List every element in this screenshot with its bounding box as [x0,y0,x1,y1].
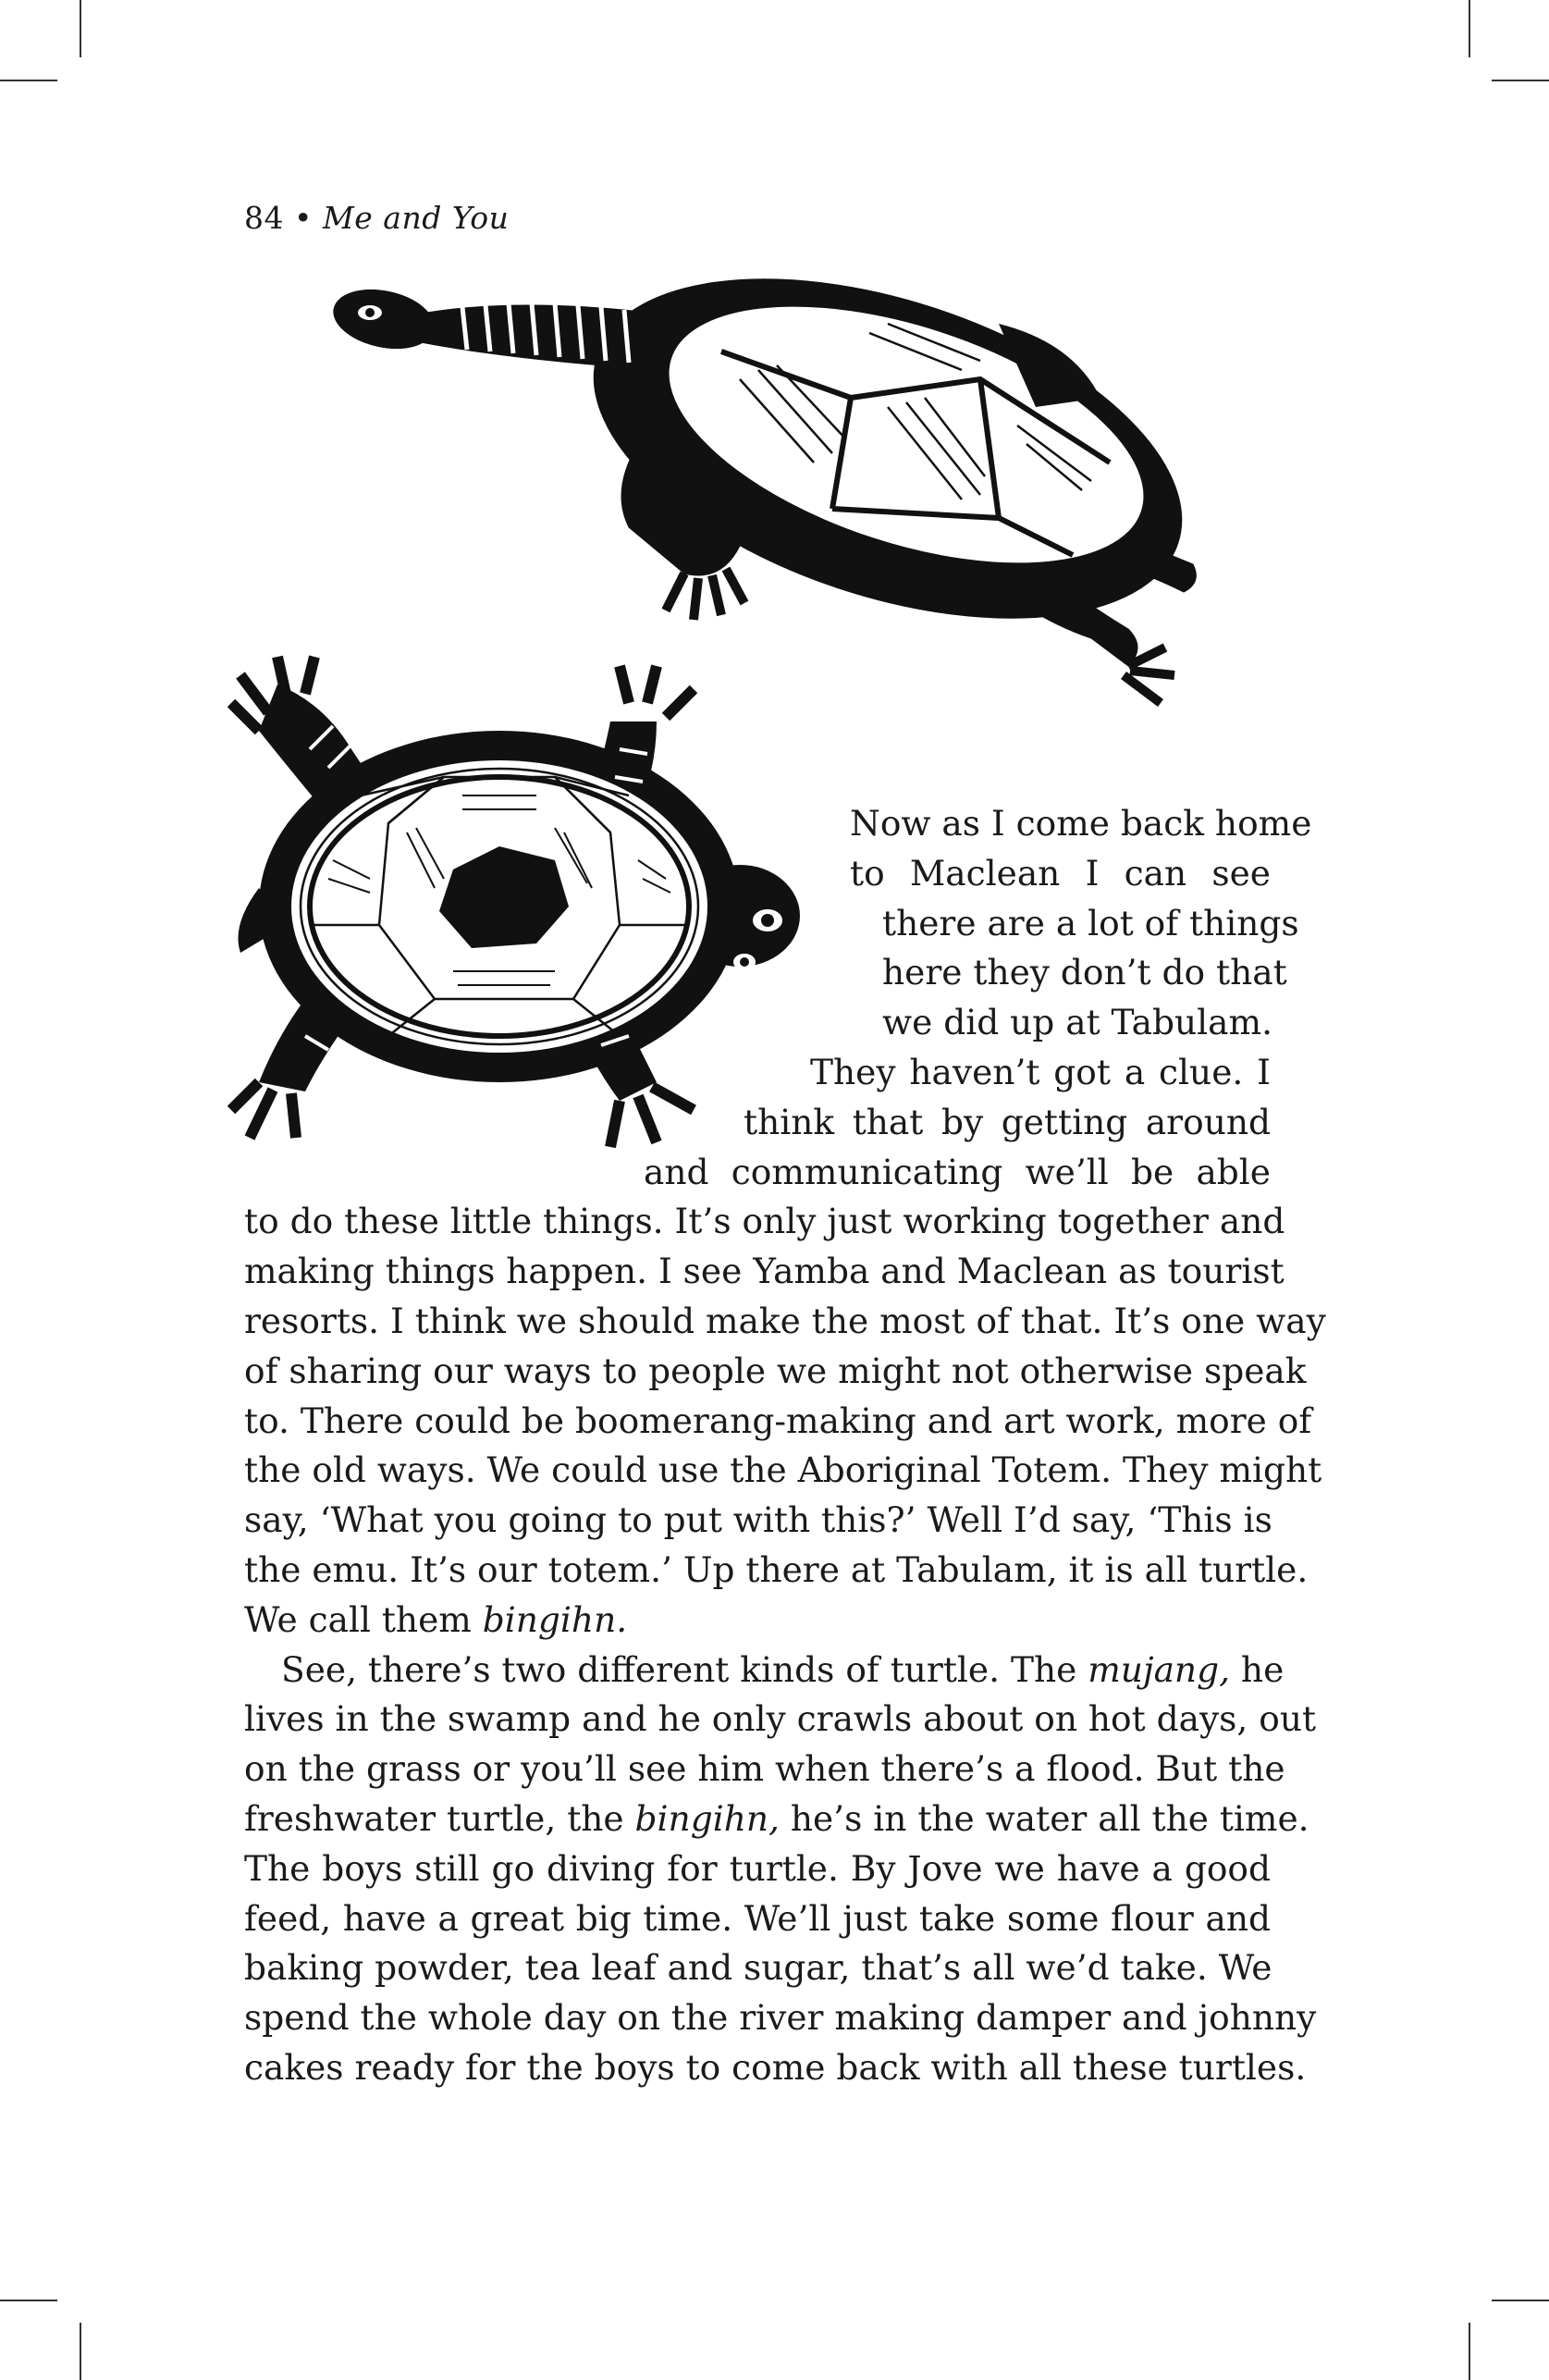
text-line [244,1397,1312,1447]
text-segment: to. There could be boomerang-making and art work, more of [244,1400,1312,1441]
crop-mark-bottom-right-v [1469,2323,1470,2380]
text-segment: resorts. I think we should make the most of that. It’s one way [244,1300,1326,1341]
text-line [244,1546,1309,1596]
text-line [244,2043,1307,2093]
crop-mark-top-right-v [1469,0,1470,57]
text-line [244,1347,1307,1397]
text-segment: cakes ready for the boys to come back with all these turtles. [244,2046,1307,2088]
text-line [244,1496,1271,1546]
body-text [244,799,1326,2093]
text-line [244,1148,1271,1198]
crop-mark-bottom-right-h [1492,2300,1549,2301]
text-line [244,1646,1285,1696]
text-line [244,1596,1271,1646]
text-segment: See, there’s two different kinds of turtle. The [281,1648,1088,1690]
italic-term: bingihn, [634,1797,780,1839]
separator-bullet: • [294,200,313,236]
text-line [244,799,1312,849]
text-segment: and communicating we’ll be able [644,1151,1271,1192]
book-title: Me and You [322,200,510,236]
crop-mark-top-right-h [1492,80,1549,81]
text-segment: freshwater turtle, the [244,1797,635,1839]
text-segment: spend the whole day on the river making damper and johnny [244,1997,1317,2039]
text-segment: feed, have a great big time. We’ll just take some flour and [244,1897,1271,1939]
text-segment: Now as I come back home [850,803,1312,844]
text-segment: he’s in the water all the time. [779,1797,1309,1839]
text-line [244,1745,1285,1794]
text-line [244,1297,1326,1347]
text-segment: They haven’t got a clue. I [810,1051,1271,1092]
text-line [244,1446,1322,1496]
text-segment: making things happen. I see Yamba and Maclean as tourist [244,1251,1285,1292]
text-segment: lives in the swamp and he only crawls about on hot days, out [244,1698,1317,1740]
text-segment: The boys still go diving for turtle. By Jove we have a good [244,1847,1271,1889]
crop-mark-top-left-v [80,0,81,57]
text-segment: baking powder, tea leaf and sugar, that’s all we’d take. We [244,1947,1272,1989]
text-line [244,1695,1317,1745]
text-line [244,899,1299,949]
text-segment: here they don’t do that [882,952,1287,993]
text-segment: of sharing our ways to people we might not otherwise speak [244,1350,1307,1391]
text-segment: the old ways. We could use the Aboriginal Totem. They might [244,1449,1322,1491]
text-line [244,1894,1271,1944]
paragraph [244,799,1326,1646]
text-segment: to Maclean I can see [850,852,1271,894]
text-segment: on the grass or you’ll see him when there’s a flood. But the [244,1748,1285,1790]
text-line [244,948,1287,998]
text-segment: think that by getting around [744,1101,1271,1142]
text-segment: we did up at Tabulam. [882,1002,1273,1043]
text-segment: to do these little things. It’s only just working together and [244,1201,1285,1242]
paragraph [244,1646,1317,2093]
text-line [244,1943,1271,1993]
text-segment: there are a lot of things [882,902,1299,943]
text-line [244,1098,1271,1148]
crop-mark-bottom-left-v [80,2323,81,2380]
text-line [244,1794,1309,1844]
text-line [244,998,1271,1048]
crop-mark-bottom-left-h [0,2300,57,2301]
text-line [244,1197,1285,1247]
italic-term: mujang, [1088,1648,1231,1690]
italic-term: bingihn. [482,1598,628,1640]
crop-mark-top-left-h [0,80,57,81]
text-line [244,849,1271,899]
text-line [244,1844,1271,1894]
text-line [244,1048,1271,1098]
running-head [244,200,509,236]
page-number: 84 [244,200,284,236]
text-line [244,1993,1317,2043]
text-segment: say, ‘What you going to put with this?’ Well I’d say, ‘This is [244,1499,1272,1541]
text-segment: the emu. It’s our totem.’ Up there at Tabulam, it is all turtle. [244,1548,1309,1590]
text-line [244,1247,1285,1297]
text-segment: he [1230,1648,1285,1690]
text-segment: We call them [244,1598,483,1640]
